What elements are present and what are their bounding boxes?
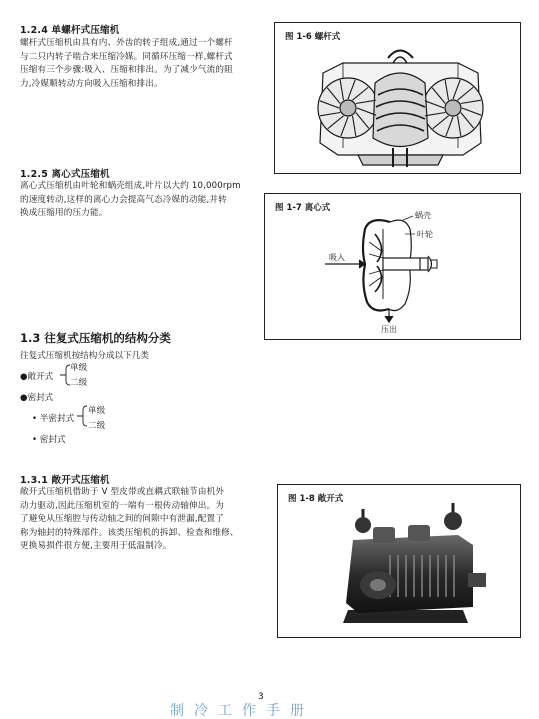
figure-screw-compressor (274, 22, 521, 174)
section-heading-screw: 1.2.4 单螺杆式压缩机 (20, 25, 120, 36)
section-heading-reciprocating: 1.3 往复式压缩机的结构分类 (20, 331, 171, 345)
sealed-type-label: ●密封式 (20, 393, 54, 403)
paragraph-line: 离心式压缩机由叶轮和蜗壳组成,叶片以大约 10,000rpm (20, 181, 241, 191)
label-impeller: 叶轮 (417, 230, 433, 239)
paragraph-line: 力,冷媒顺转动方向吸入压缩和排出。 (20, 78, 163, 89)
paragraph-line: 敞开式压缩机借助于 V 型皮带或直耦式联轴节由机外 (20, 487, 225, 497)
page-number: 3 (258, 692, 264, 702)
semi-single-stage: 单级 (88, 406, 106, 416)
label-discharge: 压出 (381, 325, 397, 334)
paragraph-line: 压缩有三个步骤:吸入、压缩和排出。为了减少气流的阻 (20, 65, 233, 76)
label-volute: 蜗壳 (415, 211, 431, 220)
paragraph-line: 动力驱动,因此压缩机室的一端有一根传动轴伸出。为 (20, 500, 224, 511)
figure-caption: 图 1-7 离心式 (275, 203, 331, 213)
section-heading-centrifugal: 1.2.5 离心式压缩机 (20, 169, 110, 180)
footer-watermark: 制冷工作手册 (170, 703, 314, 719)
paragraph-line: 的速度转动,这样的离心力会提高气态冷媒的动能,并转 (20, 194, 227, 205)
full-sealed-label: • 密封式 (32, 435, 66, 445)
paragraph-line: 与二只内转子啮合来压缩冷媒。同循环压缩一样,螺杆式 (20, 51, 233, 62)
open-type-label: ●敞开式 (20, 372, 54, 382)
section-heading-open-type: 1.3.1 敞开式压缩机 (20, 475, 110, 486)
paragraph-line: 了避免从压缩腔与传动轴之间的间隙中有泄漏,配置了 (20, 514, 224, 525)
semi-sealed-label: • 半密封式 (32, 414, 75, 424)
paragraph-line: 更换易损件很方便,主要用于低温制冷。 (20, 541, 172, 552)
figure-open-compressor (277, 484, 521, 638)
label-suction: 吸入 (329, 253, 345, 262)
figure-centrifugal-compressor (264, 193, 521, 340)
classification-intro: 往复式压缩机按结构分成以下几类 (20, 351, 149, 361)
figure-caption: 图 1-8 敞开式 (288, 494, 344, 504)
centrifugal-compressor-paragraph (20, 180, 241, 221)
open-compressor-photo (278, 485, 520, 637)
open-single-stage: 单级 (70, 363, 88, 373)
paragraph-line: 螺杆式压缩机由具有内、外齿的转子组成,通过一个螺杆 (20, 38, 233, 48)
paragraph-line: 称为轴封的特殊部件。该类压缩机的拆卸、检查和维修、 (20, 527, 239, 538)
semi-double-stage: 二级 (88, 421, 106, 431)
centrifugal-compressor-drawing (265, 194, 520, 339)
screw-compressor-paragraph (20, 37, 233, 91)
open-compressor-paragraph (20, 486, 239, 554)
paragraph-line: 换成压缩用的压力能。 (20, 208, 108, 219)
open-double-stage: 二级 (70, 378, 88, 388)
figure-caption: 图 1-6 螺杆式 (285, 32, 341, 42)
screw-compressor-drawing (303, 43, 498, 168)
